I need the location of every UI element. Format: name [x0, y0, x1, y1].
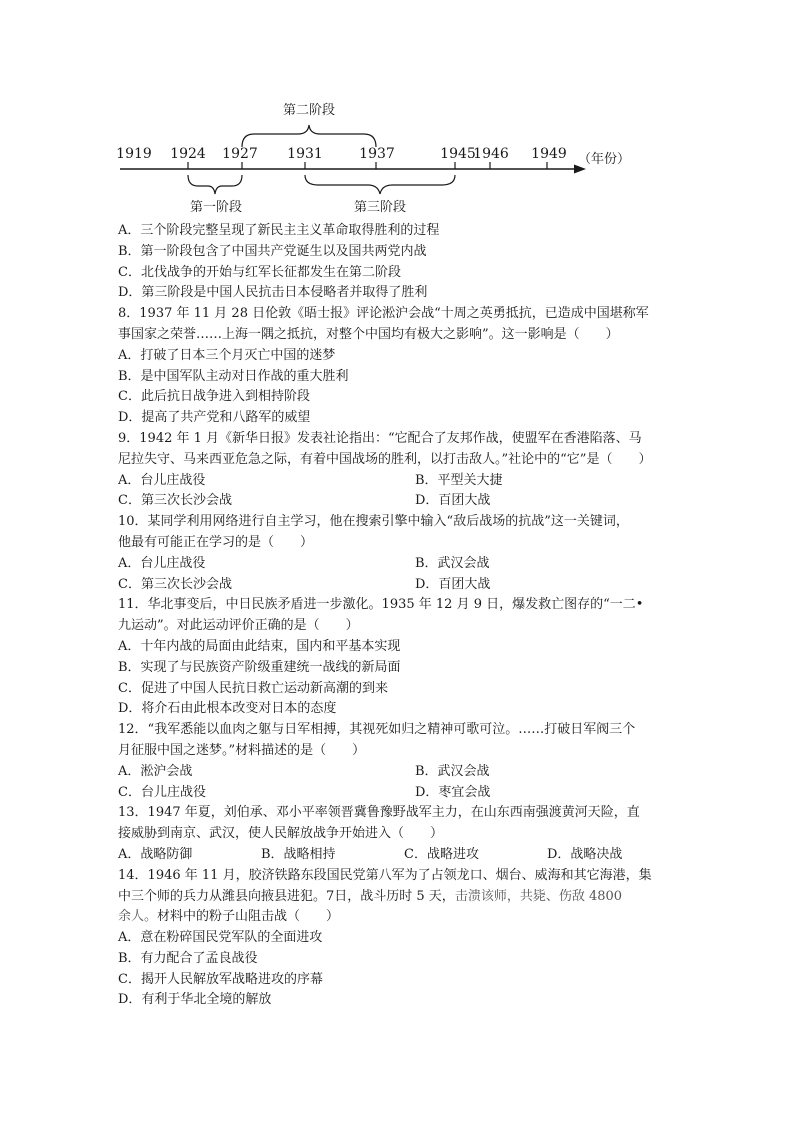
q14-stem: 14．1946 年 11 月，胶济铁路东段国民党第八军为了占领龙口、烟台、威海和其它海港，集 [118, 867, 652, 883]
q10-option-c: C．第三次长沙会战 [118, 576, 232, 592]
year-label: 1945 [440, 146, 476, 162]
q12-options-row [118, 762, 678, 783]
q14-stem-text: 中三个师的兵力从潍县向掖县进犯。7日，战斗历时 5 天， [118, 888, 455, 904]
third-stage-label: 第三阶段 [353, 200, 407, 215]
q9-option-d: D．百团大战 [415, 493, 491, 509]
year-label: 1946 [473, 146, 509, 162]
q12-option-a: A．淞沪会战 [118, 763, 193, 779]
q14-stem-text: 材料中的粉子山阻击战（ ） [157, 909, 340, 925]
q13-stem: 接威胁到南京、武汉，使人民解放战争开始进入（ ） [118, 826, 444, 842]
q14-stem [118, 907, 678, 928]
q12-stem: 12．“我军悉能以血肉之躯与日军相搏，其视死如归之精神可歌可泣。……打破日军阀三个 [118, 722, 636, 738]
q12-option-c: C．台儿庄战役 [118, 784, 206, 800]
q13-option-a: A．战略防御 [118, 846, 193, 862]
timeline-diagram [0, 0, 794, 225]
q14-stem-highlight: 余人。 [118, 909, 158, 925]
q12-options-row [118, 783, 678, 804]
first-stage-label: 第一阶段 [189, 200, 243, 215]
q11-option-c: C．促进了中国人民抗日救亡运动新高潮的到来 [118, 680, 388, 696]
q14-option-a: A．意在粉碎国民党军队的全面进攻 [118, 930, 323, 946]
q9-option-b: B．平型关大捷 [415, 472, 503, 488]
q7-option-d: D．第三阶段是中国人民抗击日本侵略者并取得了胜利 [118, 285, 428, 301]
q10-option-d: D．百团大战 [415, 576, 491, 592]
q14-option-d: D．有利于华北全境的解放 [118, 992, 272, 1008]
q9-options-row [118, 491, 678, 512]
q10-options-row [118, 554, 678, 575]
q13-option-d: D．战略决战 [547, 846, 623, 862]
year-label: 1924 [170, 146, 206, 162]
q13-option-c: C．战略进攻 [404, 846, 479, 862]
year-unit-label: （年份） [578, 152, 631, 167]
q7-option-c: C．北伐战争的开始与红军长征都发生在第二阶段 [118, 264, 401, 280]
q9-option-a: A．台儿庄战役 [118, 472, 206, 488]
second-stage-brace [242, 125, 376, 147]
year-label: 1919 [116, 146, 152, 162]
q7-option-b: B．第一阶段包含了中国共产党诞生以及国共两党内战 [118, 243, 427, 259]
q8-stem: 事国家之荣誉……上海一隅之抵抗，对整个中国均有极大之影响”。这一影响是（ ） [118, 326, 619, 342]
q14-option-b: B．有力配合了孟良战役 [118, 950, 258, 966]
q10-option-a: A．台儿庄战役 [118, 555, 206, 571]
q11-stem: 11．华北事变后，中日民族矛盾进一步激化。1935 年 12 月 9 日，爆发救亡图存的“一二• [118, 597, 644, 613]
q12-stem: 月征服中国之迷梦。”材料描述的是（ ） [118, 742, 366, 758]
q13-options-row [118, 845, 678, 866]
timeline-ticks [188, 162, 547, 169]
year-label: 1937 [359, 146, 395, 162]
q8-option-a: A．打破了日本三个月灭亡中国的迷梦 [118, 347, 336, 363]
q12-option-d: D．枣宜会战 [415, 784, 491, 800]
q10-option-b: B．武汉会战 [415, 555, 490, 571]
q14-option-c: C．揭开人民解放军战略进攻的序幕 [118, 971, 323, 987]
first-stage-brace [188, 175, 242, 194]
q7-option-a: A．三个阶段完整呈现了新民主主义革命取得胜利的过程 [118, 223, 440, 238]
year-label: 1927 [222, 146, 258, 162]
q11-option-a: A．十年内战的局面由此结束，国内和平基本实现 [118, 638, 401, 654]
year-label: 1949 [531, 146, 567, 162]
q9-options-row [118, 471, 678, 492]
q10-options-row [118, 575, 678, 596]
q8-option-d: D．提高了共产党和八路军的威望 [118, 410, 311, 426]
q11-option-b: B．实现了与民族资产阶级重建统一战线的新局面 [118, 659, 401, 675]
q14-stem [118, 887, 678, 908]
q8-stem: 8．1937 年 11 月 28 日伦敦《晤士报》评论淞沪会战“十周之英勇抵抗，已造成中国堪称军 [118, 306, 649, 322]
q12-option-b: B．武汉会战 [415, 763, 490, 779]
q14-stem-highlight: 击溃该师，共毙、伤敌 4800 [454, 888, 623, 904]
q8-option-c: C．此后抗日战争进入到相持阶段 [118, 389, 310, 405]
third-stage-brace [305, 175, 455, 194]
q9-stem: 9．1942 年 1 月《新华日报》发表社论指出：“它配合了友邦作战，使盟军在香港陷落、马 [118, 430, 642, 446]
second-stage-label: 第二阶段 [282, 103, 336, 118]
question-content [118, 221, 678, 1011]
q13-option-b: B．战略相持 [261, 846, 336, 862]
q10-stem: 他最有可能正在学习的是（ ） [118, 534, 314, 550]
q11-option-d: D．将介石由此根本改变对日本的态度 [118, 701, 337, 717]
q13-stem: 13．1947 年夏，刘伯承、邓小平率领晋冀鲁豫野战军主力，在山东西南强渡黄河天险，直 [118, 805, 640, 821]
q8-option-b: B．是中国军队主动对日作战的重大胜利 [118, 368, 349, 384]
q11-stem: 九运动”。对此运动评价正确的是（ ） [118, 618, 359, 634]
q9-option-c: C．第三次长沙会战 [118, 493, 232, 509]
q9-stem: 尼拉失守、马来西亚危急之际，有着中国战场的胜利，以打击敌人。”社论中的“它”是（ ） [118, 451, 652, 467]
q10-stem: 10．某同学利用网络进行自主学习，他在搜索引擎中输入“敌后战场的抗战”这一关键词， [118, 514, 629, 530]
year-label: 1931 [287, 146, 323, 162]
